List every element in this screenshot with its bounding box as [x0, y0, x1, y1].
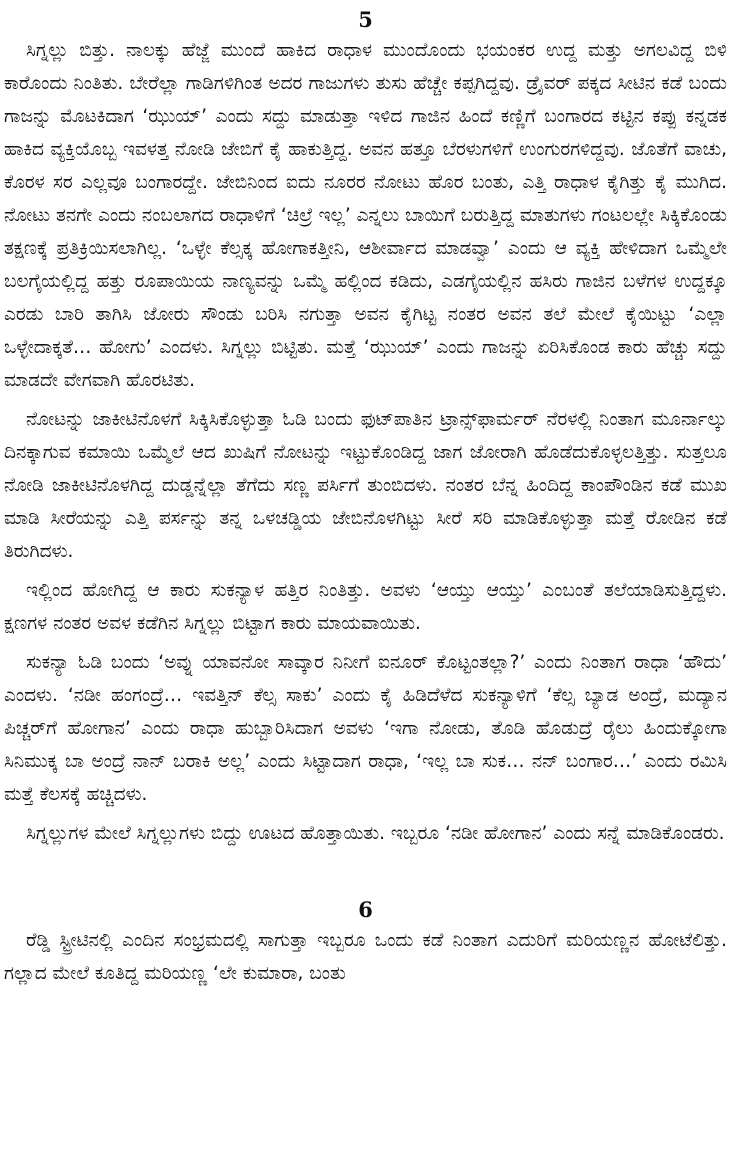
- paragraph: ನೋಟನ್ನು ಜಾಕೀಟಿನೊಳಗೆ ಸಿಕ್ಕಿಸಿಕೊಳ್ಳುತ್ತಾ ಓಡಿ ಬಂದು ಫುಟ್‌ಪಾತಿನ ಟ್ರಾನ್ಸ್‌ಫಾರ್ಮರ್ ನೆರಳಲ್ಲಿ ನಿಂತಾಗ ಮೂರ್ನಾಲ್ಕು ದಿನಕ್ಕಾಗುವ ಕಮಾಯಿ ಒಮ್ಮೆಲೆ ಆದ ಖುಷಿಗೆ ನೋಟನ್ನು ಇಟ್ಟುಕೊಂಡಿದ್ದ ಜಾಗ ಜೋರಾಗಿ ಹೊಡೆದುಕೊಳ್ಳಲತ್ತಿತ್ತು. ಸುತ್ತಲೂ ನೋಡಿ ಜಾಕೀಟಿನೊಳಗಿದ್ದ ದುಡ್ಡನ್ನೆಲ್ಲಾ ತೆಗೆದು ಸಣ್ಣ ಪರ್ಸಿಗೆ ತುಂಬಿದಳು. ನಂತರ ಬೆನ್ನ ಹಿಂದಿದ್ದ ಕಾಂಪೌಂಡಿನ ಕಡೆ ಮುಖ ಮಾಡಿ ಸೀರೆಯನ್ನು ಎತ್ತಿ ಪರ್ಸನ್ನು ತನ್ನ ಒಳಚಡ್ಡಿಯ ಜೇಬಿನೊಳಗಿಟ್ಟು ಸೀರೆ ಸರಿ ಮಾಡಿಕೊಳ್ಳುತ್ತಾ ಮತ್ತೆ ರೋಡಿನ ಕಡೆ ತಿರುಗಿದಳು.: [4, 409, 727, 562]
- paragraph: ಸಿಗ್ನಲ್ಲುಗಳ ಮೇಲೆ ಸಿಗ್ನಲ್ಲುಗಳು ಬಿದ್ದು ಊಟದ ಹೊತ್ತಾಯಿತು. ಇಬ್ಬರೂ ‘ನಡೀ ಹೋಗಾನ’ ಎಂದು ಸನ್ನೆ ಮಾಡಿಕೊಂಡರು.: [26, 823, 725, 844]
- section-gap: [4, 850, 727, 896]
- paragraph: ರೆಡ್ಡಿ ಸ್ಟ್ರೀಟಿನಲ್ಲಿ ಎಂದಿನ ಸಂಭ್ರಮದಲ್ಲಿ ಸಾಗುತ್ತಾ ಇಬ್ಬರೂ ಒಂದು ಕಡೆ ನಿಂತಾಗ ಎದುರಿಗೆ ಮರಿಯಣ್ಣನ ಹೋಟೆಲಿತ್ತು. ಗಲ್ಲಾದ ಮೇಲೆ ಕೂತಿದ್ದ ಮರಿಯಣ್ಣ ‘ಲೇ ಕುಮಾರಾ, ಬಂತು: [4, 930, 727, 984]
- section-number-5: 5: [358, 7, 373, 32]
- paragraph: ಸುಕನ್ಯಾ ಓಡಿ ಬಂದು ‘ಅವ್ನು ಯಾವನೋ ಸಾವ್ಕಾರ ನಿನೀಗೆ ಐನೂರ್ ಕೊಟ್ಟಂತಲ್ಲಾ?’ ಎಂದು ನಿಂತಾಗ ರಾಧಾ ‘ಹೌದು’ ಎಂದಳು. ‘ನಡೀ ಹಂಗಂದ್ರೆ… ಇವತ್ತಿನ್ ಕೆಲ್ಸ ಸಾಕು’ ಎಂದು ಕೈ ಹಿಡಿದೆಳೆದ ಸುಕನ್ಯಾಳಿಗೆ ‘ಕೆಲ್ಸ ಬ್ಯಾಡ ಅಂದ್ರೆ, ಮದ್ಯಾನ ಪಿಚ್ಚರ್‌ಗೆ ಹೋಗಾನ’ ಎಂದು ರಾಧಾ ಹುಬ್ಬಾರಿಸಿದಾಗ ಅವಳು ‘ಇಗಾ ನೋಡು, ತೊಡಿ ಹೊಡುದ್ರೆ ರೈಲು ಹಿಂದುಕ್ಕೋಗಾ ಸಿನಿಮುಕ್ಕ ಬಾ ಅಂದ್ರೆ ನಾನ್ ಬರಾಕಿ ಅಲ್ಲ’ ಎಂದು ಸಿಟ್ಟಾದಾಗ ರಾಧಾ, ‘ಇಲ್ಲ ಬಾ ಸುಕ… ನನ್ ಬಂಗಾರ…’ ಎಂದು ರಮಿಸಿ ಮತ್ತೆ ಕೆಲಸಕ್ಕೆ ಹಚ್ಚಿದಳು.: [4, 652, 727, 805]
- paragraph: ಸಿಗ್ನಲ್ಲು ಬಿತ್ತು. ನಾಲಕ್ಕು ಹೆಜ್ಜೆ ಮುಂದೆ ಹಾಕಿದ ರಾಧಾಳ ಮುಂದೊಂದು ಭಯಂಕರ ಉದ್ದ ಮತ್ತು ಅಗಲವಿದ್ದ ಬಿಳಿ ಕಾರೊಂದು ನಿಂತಿತು. ಬೇರೆಲ್ಲಾ ಗಾಡಿಗಳಿಗಿಂತ ಅದರ ಗಾಜುಗಳು ತುಸು ಹೆಚ್ಚೇ ಕಪ್ಪಗಿದ್ದವು. ಡ್ರೈವರ್ ಪಕ್ಕದ ಸೀಟಿನ ಕಡೆ ಬಂದು ಗಾಜನ್ನು ಮೊಟಕಿದಾಗ ‘ಝುಯ್’ ಎಂದು ಸದ್ದು ಮಾಡುತ್ತಾ ಇಳಿದ ಗಾಜಿನ ಹಿಂದೆ ಕಣ್ಣಿಗೆ ಬಂಗಾರದ ಕಟ್ಟಿನ ಕಪ್ಪು ಕನ್ನಡಕ ಹಾಕಿದ ವ್ಯಕ್ತಿಯೊಬ್ಬ ಇವಳತ್ತ ನೋಡಿ ಜೇಬಿಗೆ ಕೈ ಹಾಕುತ್ತಿದ್ದ. ಅವನ ಹತ್ತೂ ಬೆರಳುಗಳಿಗೆ ಉಂಗುರಗಳಿದ್ದವು. ಜೊತೆಗೆ ವಾಚು, ಕೊರಳ ಸರ ಎಲ್ಲವೂ ಬಂಗಾರದ್ದೇ. ಜೇಬಿನಿಂದ ಐದು ನೂರರ ನೋಟು ಹೊರ ಬಂತು, ಎತ್ತಿ ರಾಧಾಳ ಕೈಗಿತ್ತು ಕೈ ಮುಗಿದ. ನೋಟು ತನಗೇ ಎಂದು ನಂಬಲಾಗದ ರಾಧಾಳಿಗೆ ‘ಚಿಲ್ರೆ ಇಲ್ಲ’ ಎನ್ನಲು ಬಾಯಿಗೆ ಬರುತ್ತಿದ್ದ ಮಾತುಗಳು ಗಂಟಲಲ್ಲೇ ಸಿಕ್ಕಿಕೊಂಡು ತಕ್ಷಣಕ್ಕೆ ಪ್ರತಿಕ್ರಿಯಿಸಲಾಗಿಲ್ಲ. ‘ಒಳ್ಳೇ ಕೆಲ್ಸಕ್ಕ ಹೋಗಾಕತ್ತೀನಿ, ಆಶೀರ್ವಾದ ಮಾಡವ್ವಾ’ ಎಂದು ಆ ವ್ಯಕ್ತಿ ಹೇಳಿದಾಗ ಒಮ್ಮೆಲೇ ಬಲಗೈಯಲ್ಲಿದ್ದ ಹತ್ತು ರೂಪಾಯಿಯ ನಾಣ್ಯವನ್ನು ಒಮ್ಮೆ ಹಲ್ಲಿಂದ ಕಡಿದು, ಎಡಗೈಯಲ್ಲಿನ ಹಸಿರು ಗಾಜಿನ ಬಳೆಗಳ ಉದ್ದಕ್ಕೂ ಎರಡು ಬಾರಿ ತಾಗಿಸಿ ಜೋರು ಸೌಂಡು ಬರಿಸಿ ನಗುತ್ತಾ ಅವನ ಕೈಗಿಟ್ಟ ನಂತರ ಅವನ ತಲೆ ಮೇಲೆ ಕೈಯಿಟ್ಟು ‘ಎಲ್ಲಾ ಒಳ್ಳೇದಾಕ್ಕತೆ… ಹೋಗು’ ಎಂದಳು. ಸಿಗ್ನಲ್ಲು ಬಿಟ್ಟಿತು. ಮತ್ತೆ ‘ಝುಯ್’ ಎಂದು ಗಾಜನ್ನು ಏರಿಸಿಕೊಂಡ ಕಾರು ಹೆಚ್ಚು ಸದ್ದು ಮಾಡದೇ ವೇಗವಾಗಿ ಹೊರಟಿತು.: [4, 40, 727, 391]
- section-number-6: 6: [358, 897, 373, 922]
- paragraph: ಇಲ್ಲಿಂದ ಹೋಗಿದ್ದ ಆ ಕಾರು ಸುಕನ್ಯಾಳ ಹತ್ತಿರ ನಿಂತಿತ್ತು. ಅವಳು ‘ಆಯ್ತು ಆಯ್ತು’ ಎಂಬಂತೆ ತಲೆಯಾಡಿಸುತ್ತಿದ್ದಳು. ಕ್ಷಣಗಳ ನಂತರ ಅವಳ ಕಡೆಗಿನ ಸಿಗ್ನಲ್ಲು ಬಿಟ್ಟಾಗ ಕಾರು ಮಾಯವಾಯಿತು.: [4, 580, 727, 634]
